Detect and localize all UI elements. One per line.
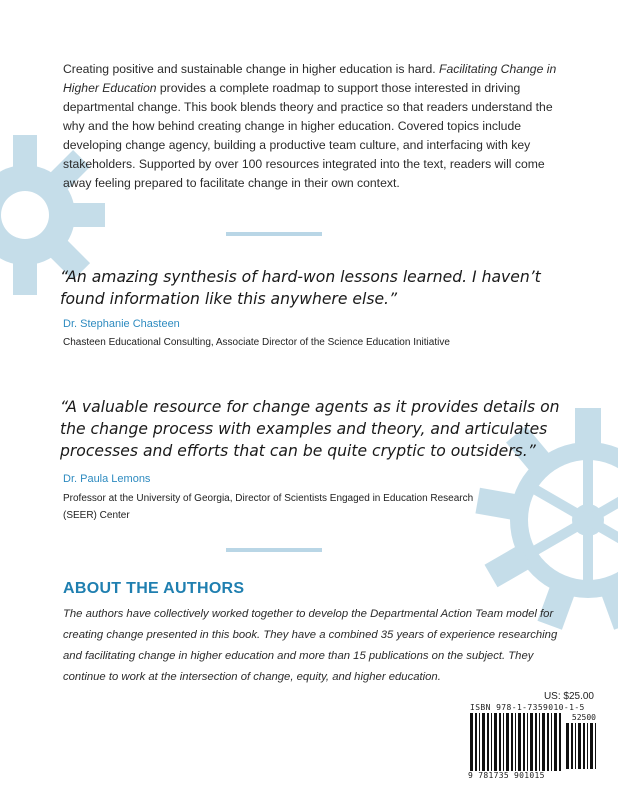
quote-2-affiliation: Professor at the University of Georgia, Director of Scientists Engaged in Education Research (SEER) Center [63,493,474,521]
blurb-intro: Creating positive and sustainable change in higher education is hard. [63,62,440,76]
divider-bottom [226,548,322,552]
barcode-number: 9 781735 901015 [468,771,545,780]
about-text: The authors have collectively worked together to develop the Departmental Action Team model for creating change presented in this book. They have a combined 35 years of experience researching and facilitating change in higher education and more than 15 publications on the subject. They continue to work at the intersection of change, equity, and higher education. [63,608,558,683]
blurb-body: provides a complete roadmap to support those interested in driving departmental change. This book blends theory and practice so that readers understand the why and the how behind creating change in higher education. Covered topics include developing change agency, building a productive team culture, and interfacing with key stakeholders. Supported by over 100 resources integrated into the text, readers will come away feeling prepared to facilitate change in their own context. [63,81,553,190]
book-title-italic: Facilitating Change in Higher Education [63,62,557,95]
quote-2-text: “A valuable resource for change agents as it provides details on the change process with examples and theory, and articulates processes and efforts that can be quite cryptic to outsiders.” [60,398,560,460]
quote-2-author: Dr. Paula Lemons [63,473,151,485]
quote-1-author: Dr. Stephanie Chasteen [63,318,180,330]
quote-1-affiliation: Chasteen Educational Consulting, Associate Director of the Science Education Initiative [63,337,450,348]
divider-top [226,232,322,236]
quote-1-text: “An amazing synthesis of hard-won lessons learned. I haven’t found information like this anywhere else.” [60,268,541,308]
back-cover-blurb [63,60,563,193]
isbn-text: ISBN 978-1-7359010-1-5 [470,703,585,712]
price-code: 52500 [571,713,596,722]
price-label: US: $25.00 [543,691,594,702]
about-heading: ABOUT THE AUTHORS [63,580,245,597]
barcode [466,703,600,785]
